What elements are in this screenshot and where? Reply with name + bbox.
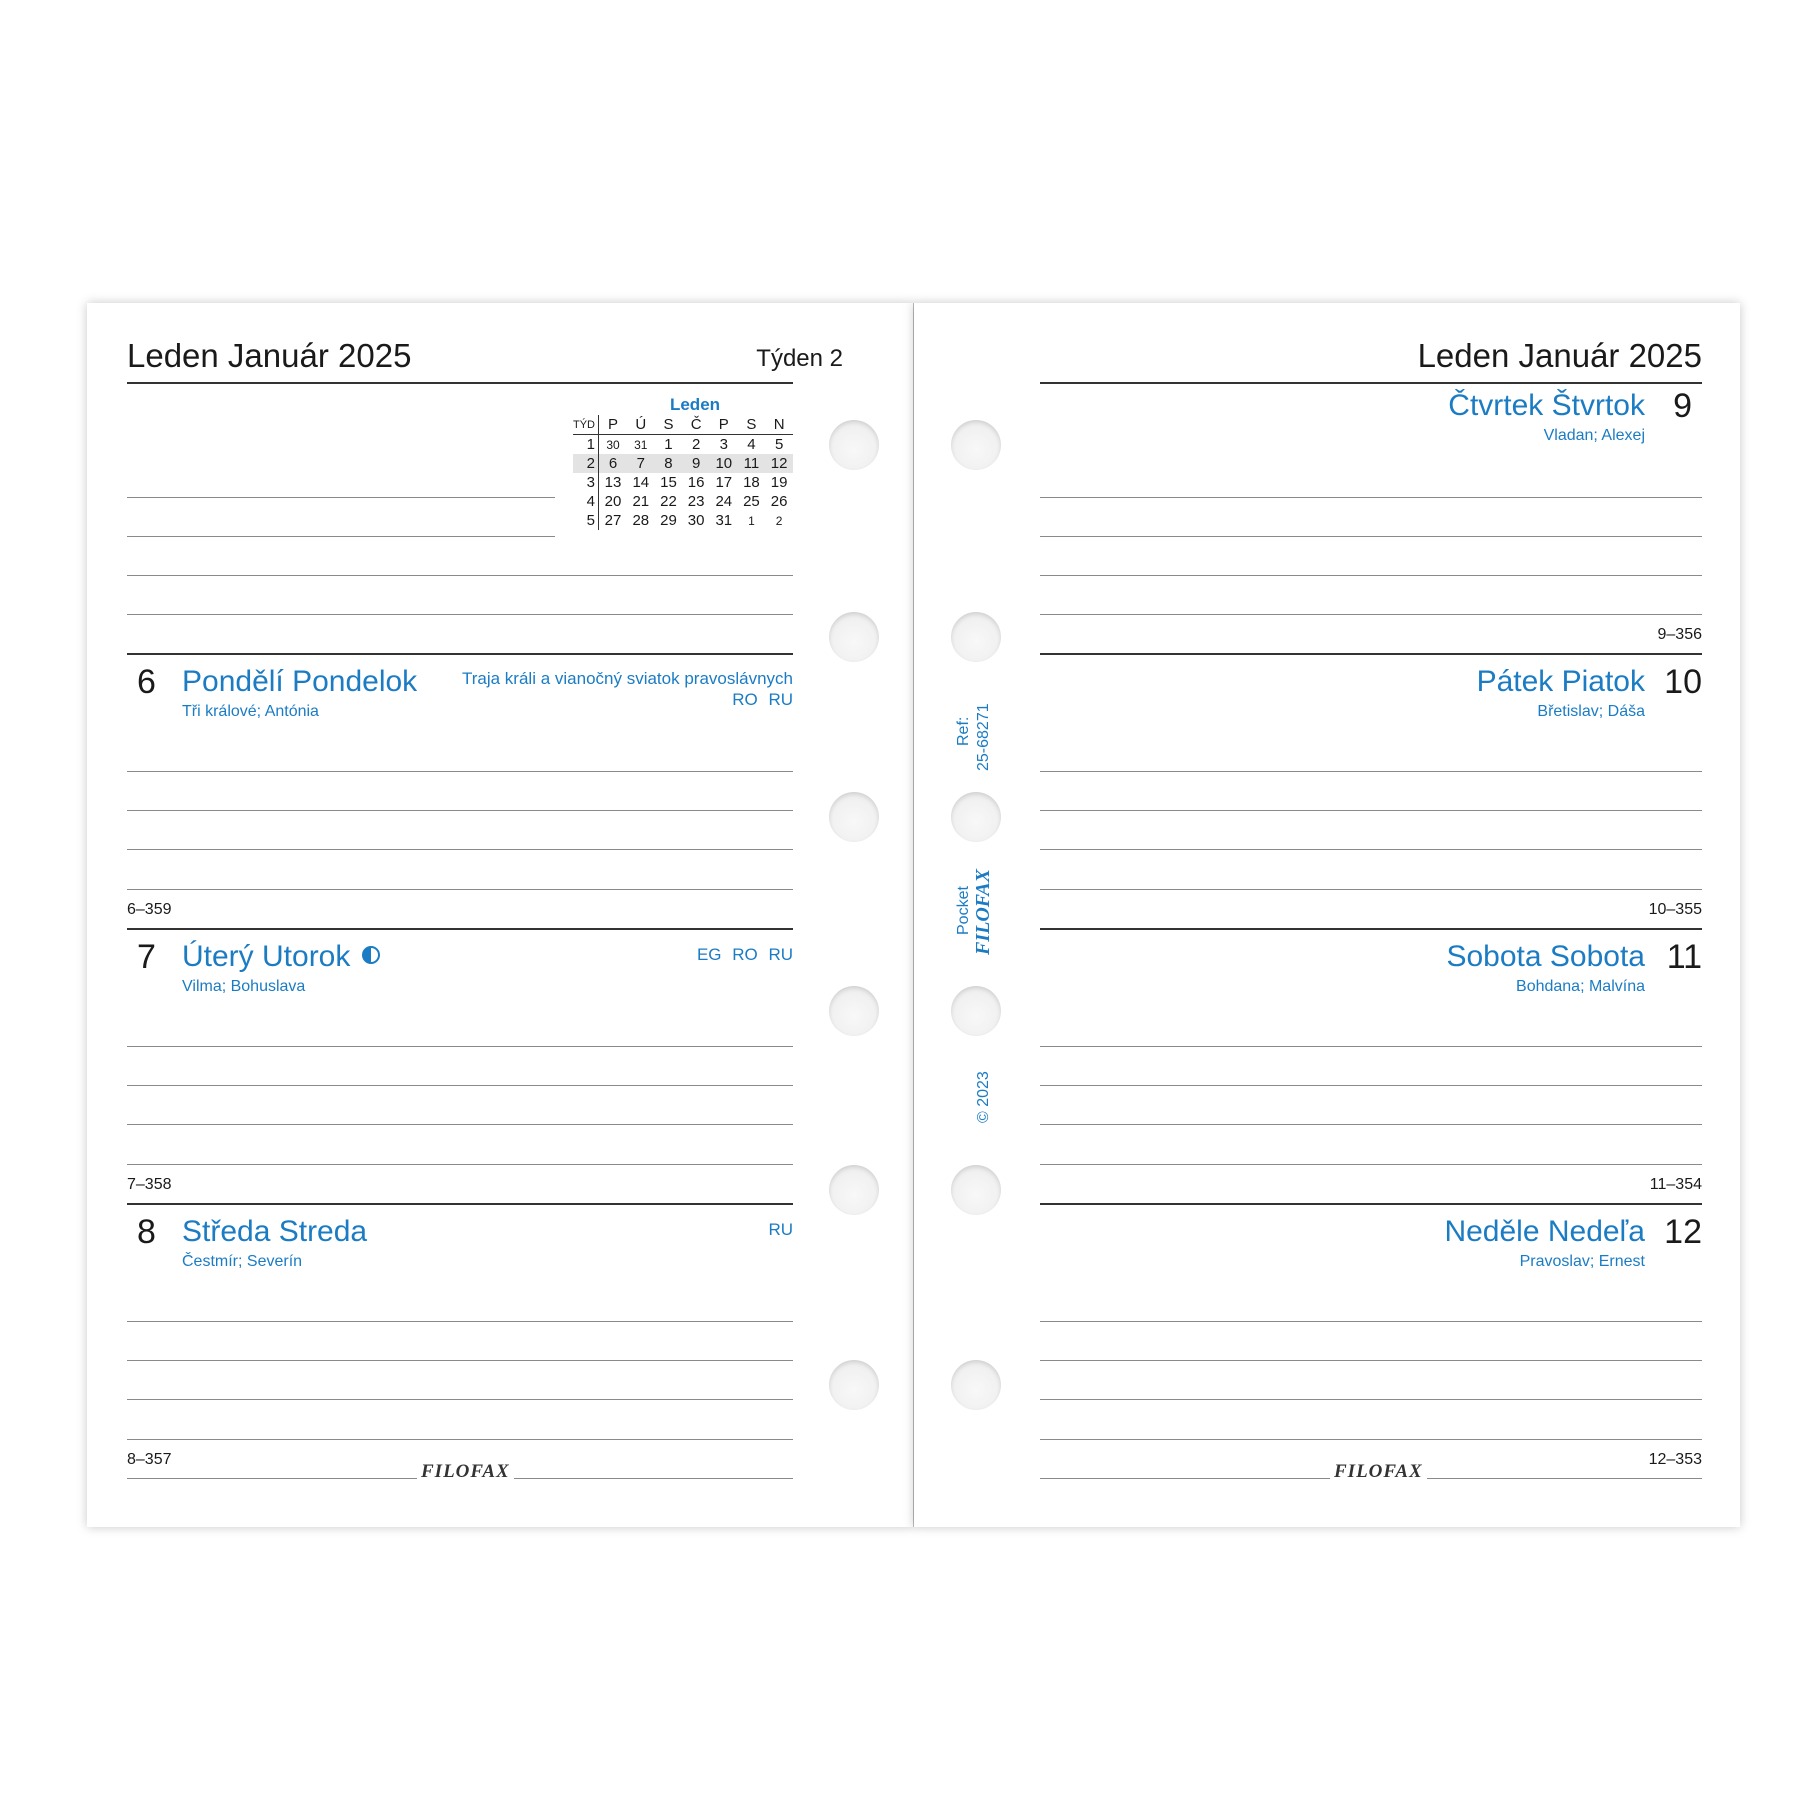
writing-line <box>127 1085 793 1086</box>
punch-hole <box>829 792 879 842</box>
punch-hole <box>951 1360 1001 1410</box>
calendar-day: 29 <box>660 512 677 529</box>
writing-line <box>1040 1124 1702 1125</box>
week-column-header: TÝD <box>573 415 599 435</box>
punch-hole <box>951 792 1001 842</box>
day-separator <box>127 653 793 655</box>
day-name-row <box>182 940 380 974</box>
punch-hole <box>829 612 879 662</box>
calendar-day: 24 <box>715 493 733 510</box>
punch-hole <box>951 612 1001 662</box>
day-separator <box>127 928 793 930</box>
writing-line <box>1040 1360 1702 1361</box>
writing-line <box>1040 614 1702 615</box>
writing-line <box>1040 810 1702 811</box>
calendar-day: 8 <box>655 454 683 473</box>
calendar-day: 31 <box>715 512 733 529</box>
day-name: Čtvrtek Štvrtok <box>1448 389 1645 422</box>
calendar-day: 20 <box>604 493 622 510</box>
calendar-day: 4 <box>747 436 756 453</box>
calendar-day: 31 <box>634 437 648 452</box>
punch-hole <box>829 986 879 1036</box>
mini-calendar-header <box>573 415 793 435</box>
name-days: Břetislav; Dáša <box>1537 703 1645 720</box>
header-rule <box>127 382 793 384</box>
mini-calendar-row-current-week <box>573 454 793 473</box>
writing-line <box>127 1399 793 1400</box>
calendar-day: 25 <box>743 493 760 510</box>
punch-hole <box>951 1165 1001 1215</box>
writing-line <box>1040 1164 1702 1165</box>
day-number: 7 <box>137 938 156 976</box>
weekday-header: Ú <box>627 415 655 435</box>
day-number: 10 <box>1664 663 1702 701</box>
writing-line <box>1040 536 1702 537</box>
name-days: Tři králové; Antónia <box>182 703 319 720</box>
day-number: 12 <box>1664 1213 1702 1251</box>
punch-hole <box>829 1165 879 1215</box>
writing-line <box>1040 849 1702 850</box>
week-label: Týden 2 <box>756 345 843 372</box>
writing-line <box>1040 1321 1702 1322</box>
week-number: 2 <box>573 454 599 473</box>
day-number: 8 <box>137 1213 156 1251</box>
filofax-footer-logo: FILOFAX <box>417 1461 514 1483</box>
writing-line <box>127 497 555 498</box>
ref-label: Ref: <box>955 716 972 746</box>
writing-line <box>127 771 793 772</box>
left-page <box>87 303 913 1527</box>
day-separator <box>1040 653 1702 655</box>
mini-calendar-row <box>573 492 793 511</box>
punch-hole <box>829 420 879 470</box>
calendar-day: 26 <box>770 493 788 510</box>
calendar-day: 27 <box>604 512 622 529</box>
calendar-day: 2 <box>775 513 783 528</box>
day-count: 11–354 <box>1649 1176 1702 1193</box>
writing-line <box>127 810 793 811</box>
weekday-header: N <box>765 415 793 435</box>
writing-line <box>1040 1439 1702 1440</box>
name-days: Čestmír; Severín <box>182 1253 303 1270</box>
calendar-day: 7 <box>627 454 655 473</box>
weekday-header: P <box>599 415 627 435</box>
weekday-header: P <box>710 415 738 435</box>
calendar-day: 3 <box>719 436 728 453</box>
writing-line <box>1040 575 1702 576</box>
filofax-spine-logo: FILOFAX <box>972 869 994 955</box>
writing-line <box>127 1164 793 1165</box>
day-count: 10–355 <box>1648 901 1702 918</box>
week-number: 1 <box>573 435 599 455</box>
day-count: 8–357 <box>127 1451 172 1468</box>
punch-hole <box>829 1360 879 1410</box>
day-count: 9–356 <box>1657 626 1702 643</box>
day-separator <box>1040 928 1702 930</box>
writing-line <box>127 1124 793 1125</box>
name-days: Pravoslav; Ernest <box>1519 1253 1645 1270</box>
calendar-day: 30 <box>606 437 620 452</box>
day-count: 7–358 <box>127 1176 172 1193</box>
day-separator <box>127 1203 793 1205</box>
calendar-day: 10 <box>710 454 738 473</box>
country-codes: RU <box>768 1220 793 1239</box>
day-name: Středa Streda <box>182 1215 368 1248</box>
writing-line <box>127 889 793 890</box>
holiday-label: Traja králi a vianočný sviatok pravoslávnych <box>461 669 793 688</box>
calendar-day: 11 <box>738 454 766 473</box>
day-count: 12–353 <box>1648 1451 1702 1468</box>
calendar-day: 13 <box>604 474 622 491</box>
writing-line <box>1040 771 1702 772</box>
day-name: Sobota Sobota <box>1446 940 1645 973</box>
writing-line <box>1040 1046 1702 1047</box>
day-name: Pátek Piatok <box>1476 665 1645 698</box>
first-quarter-moon-icon <box>362 946 380 964</box>
writing-line <box>1040 1085 1702 1086</box>
day-number: 9 <box>1673 387 1692 425</box>
writing-line <box>1040 889 1702 890</box>
filofax-footer-logo: FILOFAX <box>1330 1461 1427 1483</box>
day-number: 11 <box>1666 938 1702 976</box>
punch-hole <box>951 420 1001 470</box>
calendar-day: 1 <box>664 436 673 453</box>
mini-calendar-title: Leden <box>669 395 721 414</box>
punch-hole <box>951 986 1001 1036</box>
calendar-day: 12 <box>765 454 793 473</box>
calendar-day: 30 <box>687 512 705 529</box>
calendar-day: 17 <box>715 474 733 491</box>
day-separator <box>1040 1203 1702 1205</box>
calendar-day: 28 <box>632 512 650 529</box>
writing-line <box>1040 1399 1702 1400</box>
calendar-day: 1 <box>748 513 755 528</box>
writing-line <box>127 1360 793 1361</box>
calendar-day: 22 <box>660 493 677 510</box>
country-codes: EG RO RU <box>696 945 793 964</box>
calendar-day: 19 <box>770 474 788 491</box>
week-number: 3 <box>573 473 599 492</box>
writing-line <box>1040 497 1702 498</box>
calendar-day: 2 <box>691 436 701 453</box>
weekday-header: S <box>738 415 766 435</box>
writing-line <box>127 1046 793 1047</box>
weekday-header: S <box>655 415 683 435</box>
mini-calendar-row <box>573 511 793 530</box>
mini-calendar <box>573 395 793 530</box>
writing-line <box>127 1439 793 1440</box>
day-count: 6–359 <box>127 901 172 918</box>
name-days: Bohdana; Malvína <box>1516 978 1645 995</box>
page-title: Leden Január 2025 <box>1417 337 1702 374</box>
weekday-header: Č <box>682 415 710 435</box>
calendar-day: 5 <box>774 436 784 453</box>
day-number: 6 <box>137 663 156 701</box>
mini-calendar-grid <box>573 415 793 530</box>
week-number: 5 <box>573 511 599 530</box>
writing-line <box>127 536 555 537</box>
calendar-day: 23 <box>687 493 705 510</box>
name-days: Vilma; Bohuslava <box>182 978 306 995</box>
page-title: Leden Január 2025 <box>127 337 412 374</box>
day-name: Neděle Nedeľa <box>1444 1215 1645 1248</box>
calendar-day: 6 <box>599 454 627 473</box>
writing-line <box>127 575 793 576</box>
ref-code: 25-68271 <box>975 703 992 771</box>
calendar-day: 15 <box>660 474 677 491</box>
size-label: Pocket <box>955 886 972 935</box>
mini-calendar-row <box>573 435 793 455</box>
calendar-day: 21 <box>632 493 650 510</box>
day-name: Pondělí Pondelok <box>182 665 418 698</box>
calendar-day: 16 <box>687 474 705 491</box>
name-days: Vladan; Alexej <box>1543 427 1645 444</box>
mini-calendar-row <box>573 473 793 492</box>
calendar-day: 9 <box>682 454 710 473</box>
header-rule <box>1040 382 1702 384</box>
day-name: Úterý Utorok <box>182 940 351 973</box>
calendar-day: 14 <box>632 474 650 491</box>
writing-line <box>127 614 793 615</box>
week-number: 4 <box>573 492 599 511</box>
calendar-day: 18 <box>743 474 760 491</box>
writing-line <box>127 849 793 850</box>
right-page <box>914 303 1740 1527</box>
writing-line <box>127 1321 793 1322</box>
country-codes: RO RU <box>732 690 793 709</box>
copyright-label: © 2023 <box>975 1071 992 1123</box>
